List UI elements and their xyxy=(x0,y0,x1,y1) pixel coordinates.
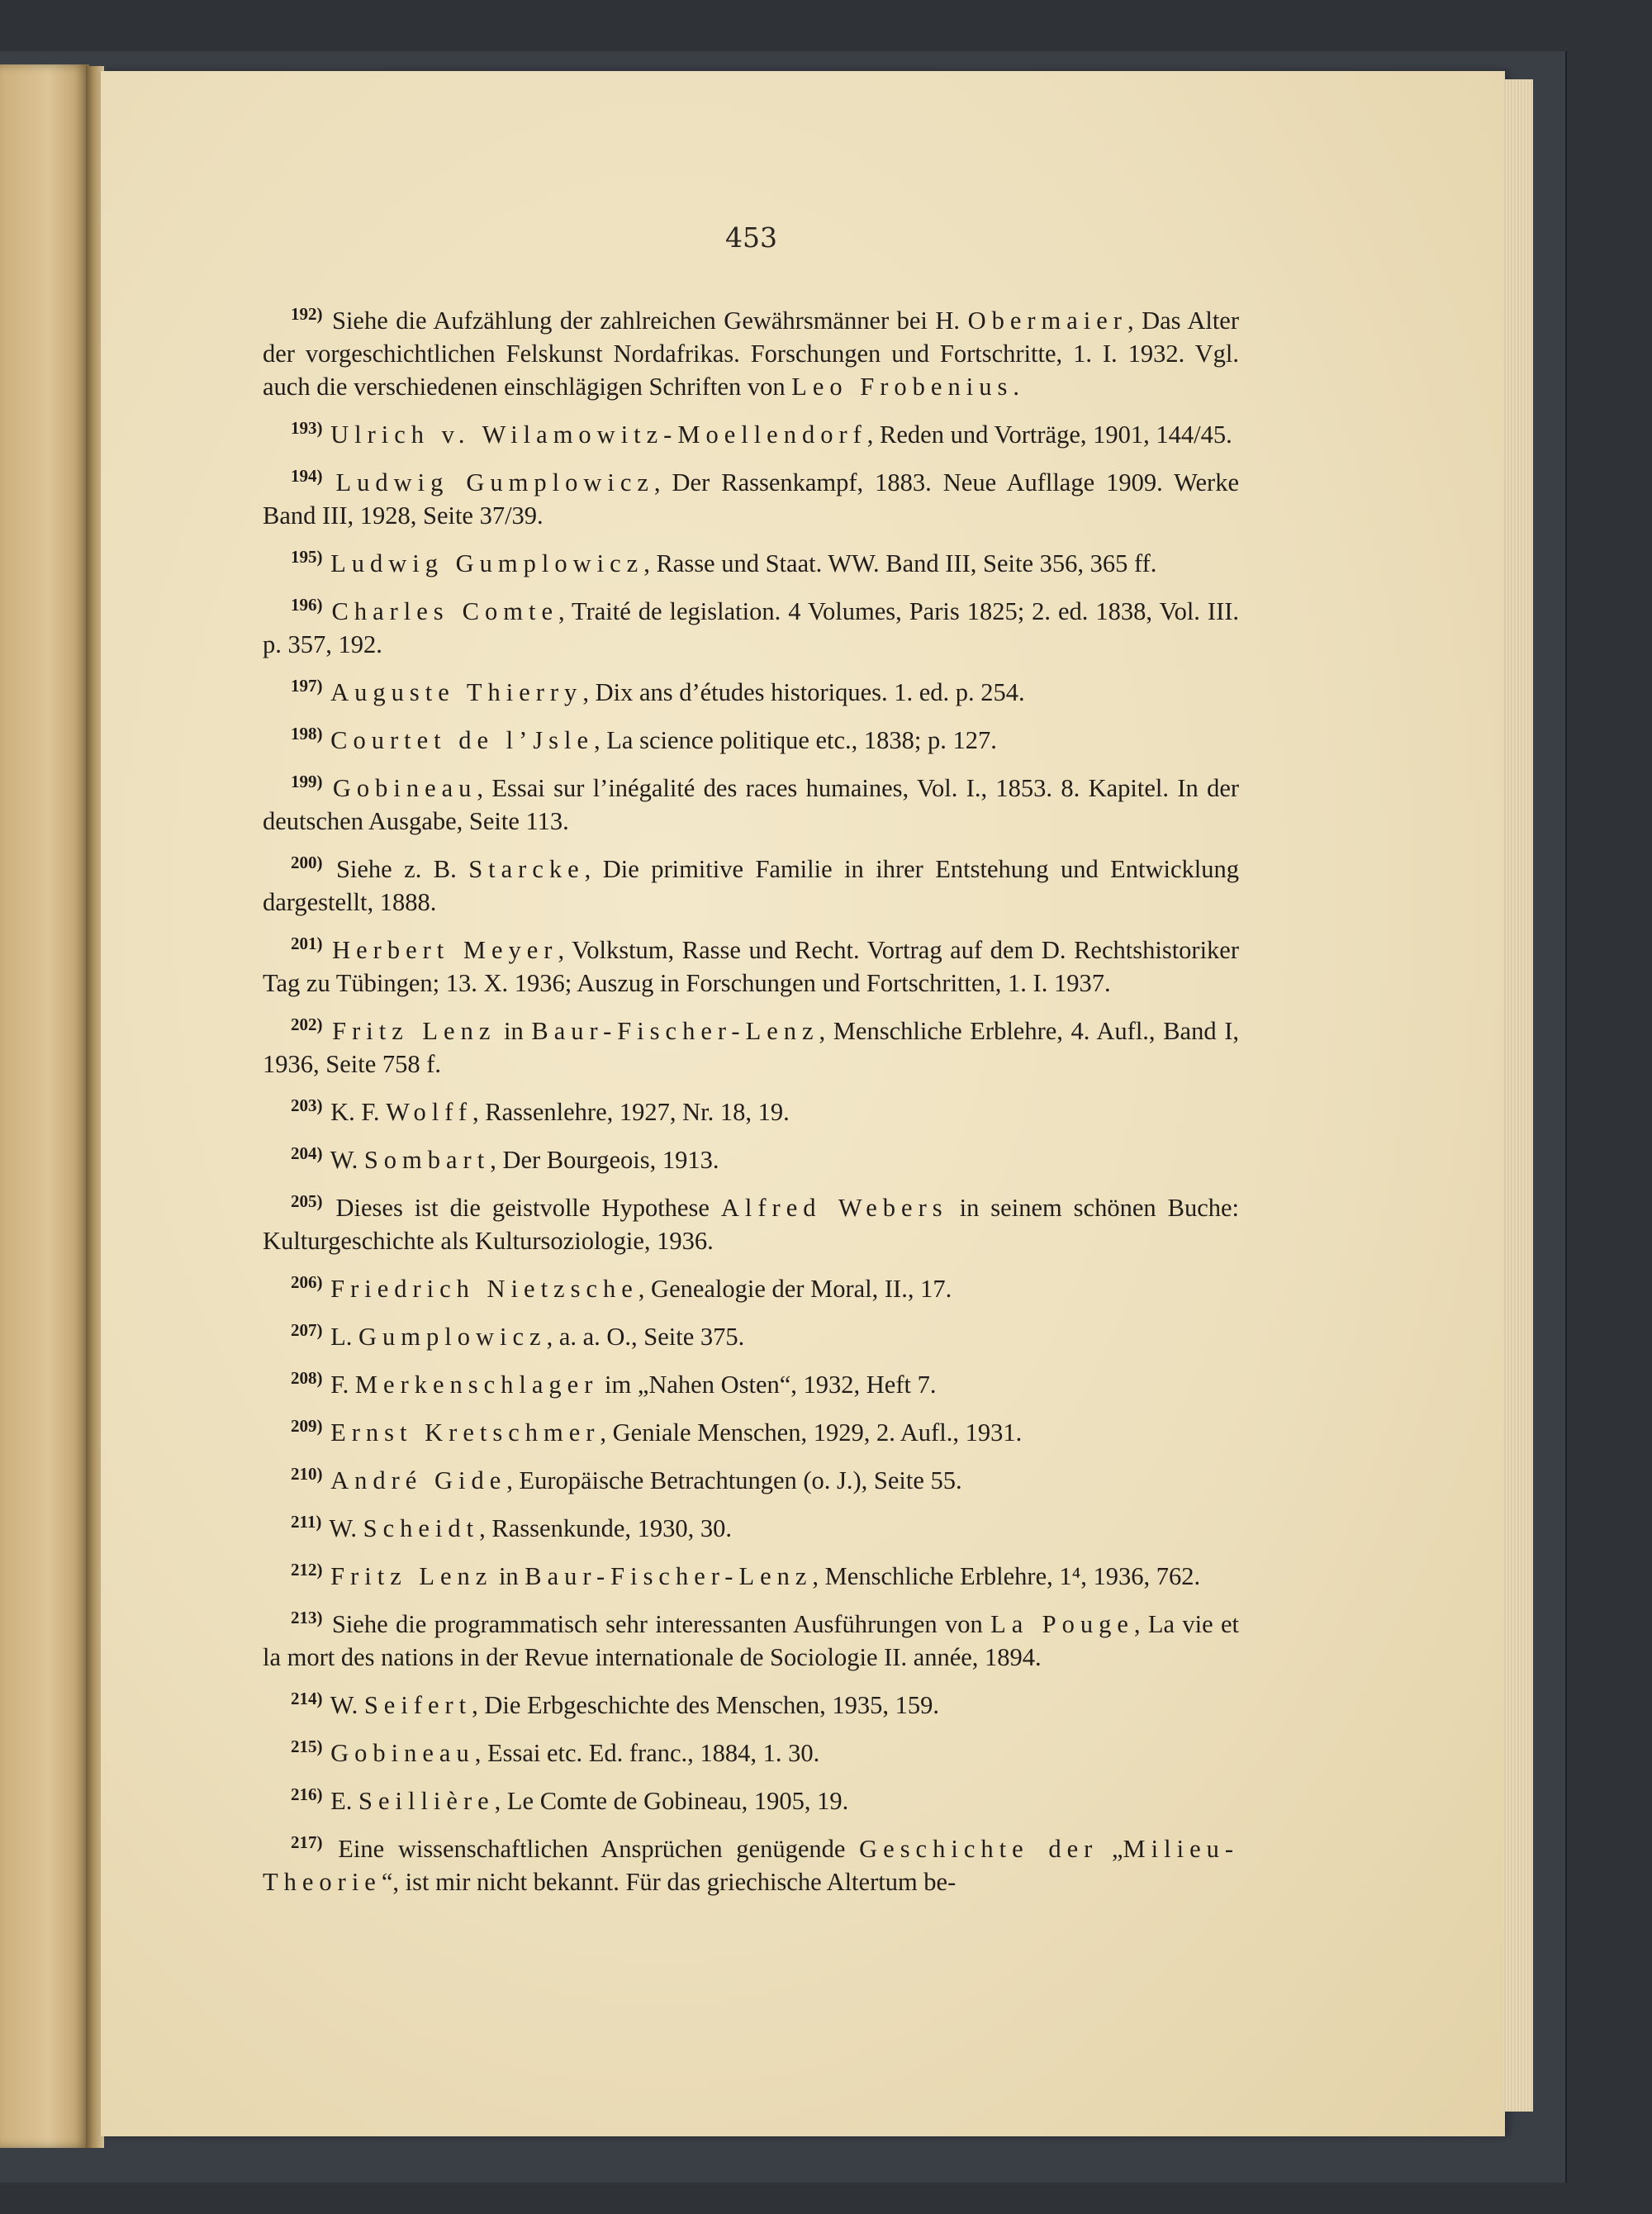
footnote-text: , Geniale Menschen, 1929, 2. Aufl., 1931. xyxy=(600,1418,1023,1447)
spaced-name: Ernst Kretschmer xyxy=(330,1418,601,1447)
footnote-number: 198) xyxy=(291,724,323,744)
footnote-text: K. F. xyxy=(330,1098,387,1126)
footnote xyxy=(263,588,1239,661)
spaced-name: Obermaier xyxy=(967,306,1127,335)
spaced-name: Ulrich v. Wilamowitz-Moellendorf xyxy=(330,420,867,449)
spaced-name: Geschichte der xyxy=(859,1835,1099,1863)
page-number: 453 xyxy=(725,221,777,254)
footnote xyxy=(263,1266,1239,1305)
footnote-text: , Rassenlehre, 1927, Nr. 18, 19. xyxy=(472,1098,790,1126)
footnote-number: 205) xyxy=(291,1191,323,1211)
footnote-number: 211) xyxy=(291,1512,322,1532)
footnote-text: , Rasse und Staat. WW. Band III, Seite 356, 365 ff. xyxy=(643,549,1157,577)
spaced-name: Herbert Meyer xyxy=(332,936,558,964)
footnote-number: 204) xyxy=(291,1143,323,1163)
spaced-name: André Gide xyxy=(330,1466,507,1494)
footnote xyxy=(263,1409,1239,1449)
spaced-name: Fritz Lenz xyxy=(332,1017,496,1045)
spaced-name: La Pouge xyxy=(990,1610,1134,1638)
footnote-number: 202) xyxy=(291,1014,323,1034)
footnote-number: 203) xyxy=(291,1095,323,1115)
footnote-text: , Le Comte de Gobineau, 1905, 19. xyxy=(494,1787,849,1815)
spaced-name: Seillière xyxy=(358,1787,495,1815)
footnote xyxy=(263,669,1239,709)
footnote-text: W. xyxy=(330,1691,364,1719)
footnote-number: 213) xyxy=(291,1608,323,1627)
spaced-name: Charles Comte xyxy=(331,597,558,625)
footnote-text: W. xyxy=(329,1514,363,1542)
footnote-number: 212) xyxy=(291,1560,323,1580)
spaced-name: Gobineau xyxy=(330,1739,475,1767)
footnote-number: 209) xyxy=(291,1416,323,1436)
footnote-text: , Reden und Vorträge, 1901, 144/45. xyxy=(866,420,1232,449)
footnote-number: 201) xyxy=(291,934,323,953)
footnote-number: 217) xyxy=(291,1832,323,1852)
spaced-name: Sombart xyxy=(363,1146,491,1174)
footnote-text: , Der Bourgeois, 1913. xyxy=(490,1146,719,1174)
spaced-name: Baur-Fischer-Lenz xyxy=(531,1017,819,1045)
spaced-name: Friedrich Nietzsche xyxy=(330,1275,638,1303)
footnote-text: W. xyxy=(330,1146,364,1174)
footnote xyxy=(263,459,1239,532)
footnote-text: “, ist mir nicht bekannt. Für das griechische Altertum be- xyxy=(381,1868,957,1896)
footnote-number: 192) xyxy=(291,304,323,324)
footnote xyxy=(263,1008,1239,1081)
footnote-number: 215) xyxy=(291,1737,323,1756)
footnote-text: , Der Rassenkampf, 1883. Neue Aufllage 1909. Werke Band III, 1928, Seite 37/39. xyxy=(263,468,1239,530)
footnote-text: , Europäische Betrachtungen (o. J.), Seite 55. xyxy=(506,1466,962,1494)
spaced-name: Merkenschlager xyxy=(354,1371,599,1399)
footnote xyxy=(263,1314,1239,1353)
footnote-text: in seinem schönen Buche: Kulturgeschichte als Kultursoziologie, 1936. xyxy=(263,1194,1240,1255)
footnote-number: 199) xyxy=(291,772,323,791)
footnote xyxy=(263,1185,1239,1257)
footnote-text: , Das Alter der vorgeschichtlichen Felskunst Nordafrikas. Forschungen und Fortschritte, 1. I. 1932. Vgl. auch die verschiedenen einschlägigen Schriften von xyxy=(263,306,1240,401)
footnote xyxy=(263,927,1239,1000)
footnote-text: „ xyxy=(1098,1835,1123,1863)
footnote xyxy=(263,1778,1239,1817)
footnote-text: , Rassenkunde, 1930, 30. xyxy=(479,1514,732,1542)
page-stack-edge xyxy=(1503,79,1533,2112)
footnote-number: 214) xyxy=(291,1689,323,1708)
footnote-text: Dieses ist die geistvolle Hypothese xyxy=(335,1194,721,1222)
spaced-name: Fritz Lenz xyxy=(330,1562,493,1590)
footnote-text: , La science politique etc., 1838; p. 127. xyxy=(594,726,997,754)
spaced-name: Seifert xyxy=(363,1691,472,1719)
spaced-name: Wolff xyxy=(386,1098,473,1126)
footnote xyxy=(263,1682,1239,1722)
footnote-text: , Volkstum, Rasse und Recht. Vortrag auf dem D. Rechtshistoriker Tag zu Tübingen; 13. X. 1936; Auszug in Forschungen und Fortschritten, 1. I. 1937. xyxy=(263,936,1239,997)
footnote-text: , Die primitive Familie in ihrer Entstehung und Entwicklung dargestellt, 1888. xyxy=(263,855,1240,916)
footnote-number: 195) xyxy=(291,547,323,567)
spaced-name: Courtet de l’Jsle xyxy=(330,726,595,754)
footnote-text: Eine wissenschaftlichen Ansprüchen genügende xyxy=(338,1835,860,1863)
footnote-text: L. xyxy=(330,1323,359,1351)
footnote xyxy=(263,1730,1239,1770)
footnote-text: . xyxy=(1013,373,1019,401)
footnote-text: F. xyxy=(330,1371,355,1399)
footnote-text: , La vie et la mort des nations in der Revue internationale de Sociologie II. année, 1894. xyxy=(263,1610,1240,1671)
footnote-text: , Die Erbgeschichte des Menschen, 1935, 159. xyxy=(472,1691,939,1719)
footnote-text: , Genealogie der Moral, II., 17. xyxy=(638,1275,952,1303)
spaced-name: Auguste Thierry xyxy=(330,678,583,706)
footnote-number: 194) xyxy=(291,466,323,486)
spaced-name: Gobineau xyxy=(332,774,477,802)
footnote xyxy=(263,1457,1239,1497)
footnote-number: 208) xyxy=(291,1368,323,1388)
footnote xyxy=(263,1361,1239,1401)
footnote-number: 207) xyxy=(291,1320,323,1340)
footnote-text: , Menschliche Erblehre, 1⁴, 1936, 762. xyxy=(812,1562,1201,1590)
footnote-number: 193) xyxy=(291,418,323,438)
footnote-number: 206) xyxy=(291,1272,323,1292)
spaced-name: Ludwig Gumplowicz xyxy=(330,549,644,577)
footnote xyxy=(263,297,1239,403)
footnote xyxy=(263,765,1239,838)
spaced-name: Scheidt xyxy=(363,1514,480,1542)
footnote-text: Siehe z. B. xyxy=(335,855,469,883)
spaced-name: Ludwig Gumplowicz xyxy=(335,468,654,496)
spaced-name: Baur-Fischer-Lenz xyxy=(525,1562,813,1590)
footnote xyxy=(263,540,1239,580)
footnote-text: , Essai sur l’inégalité des races humaines, Vol. I., 1853. 8. Kapitel. In der deutschen Ausgabe, Seite 113. xyxy=(263,774,1240,835)
footnote-text: in xyxy=(496,1017,532,1045)
footnote-text: in xyxy=(492,1562,525,1590)
footnote-number: 196) xyxy=(291,595,323,615)
footnote-text: , a. a. O., Seite 375. xyxy=(546,1323,745,1351)
footnotes-list xyxy=(263,297,1239,1907)
footnote-text: Siehe die programmatisch sehr interessanten Ausführungen von xyxy=(331,1610,991,1638)
spaced-name: Leo Frobenius xyxy=(791,373,1014,401)
spaced-name: Milieu-Theorie xyxy=(263,1835,1240,1896)
footnote xyxy=(263,1137,1239,1176)
footnote xyxy=(263,1089,1239,1128)
spaced-name: Gumplowicz xyxy=(358,1323,547,1351)
footnote-number: 197) xyxy=(291,676,323,696)
footnote-text: Siehe die Aufzählung der zahlreichen Gewährsmänner bei H. xyxy=(332,306,968,335)
footnote-number: 200) xyxy=(291,853,323,872)
footnote-text: , Menschliche Erblehre, 4. Aufl., Band I, 1936, Seite 758 f. xyxy=(263,1017,1240,1078)
footnote-text: , Dix ans d’études historiques. 1. ed. p. 254. xyxy=(582,678,1025,706)
footnote xyxy=(263,411,1239,451)
spaced-name: Starcke xyxy=(468,855,585,883)
footnote xyxy=(263,1505,1239,1545)
footnote xyxy=(263,846,1239,919)
footnote-text: , Traité de legislation. 4 Volumes, Paris 1825; 2. ed. 1838, Vol. III. p. 357, 192. xyxy=(263,597,1240,658)
footnote-text: im „Nahen Osten“, 1932, Heft 7. xyxy=(598,1371,937,1399)
footnote-text: , Essai etc. Ed. franc., 1884, 1. 30. xyxy=(474,1739,820,1767)
footnote-number: 210) xyxy=(291,1464,323,1484)
footnote xyxy=(263,1826,1239,1898)
spaced-name: Alfred Webers xyxy=(720,1194,948,1222)
footnote xyxy=(263,717,1239,757)
footnote xyxy=(263,1601,1239,1674)
footnote xyxy=(263,1553,1239,1593)
footnote-number: 216) xyxy=(291,1784,323,1804)
previous-page-edge xyxy=(0,64,89,2148)
footnote-text: E. xyxy=(330,1787,359,1815)
